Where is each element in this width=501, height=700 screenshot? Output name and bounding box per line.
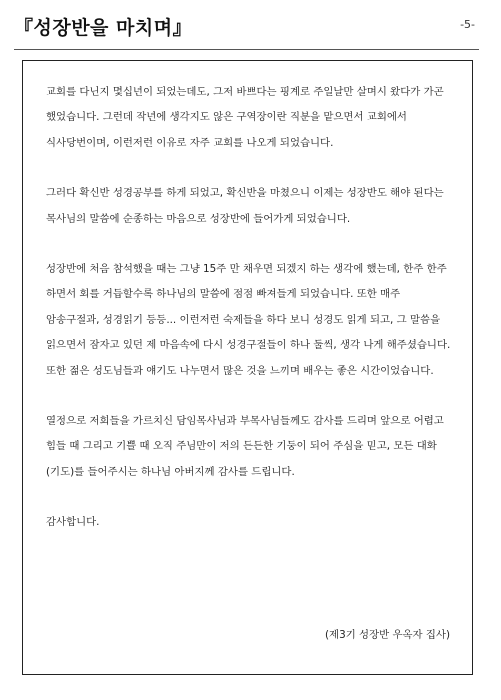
document-title: 『성장반을 마치며』	[14, 17, 193, 39]
paragraph-1: 교회를 다닌지 몇십년이 되었는데도, 그저 바쁘다는 핑계로 주일날만 살며시 왔다가 가곤 했었습니다. 그런데 작년에 생각지도 않은 구역장이란 직분을 맡으면서 교회에서 식사당번이며, 이런저런 이유로 자주 교회를 나오게 되었습니다.	[46, 86, 444, 149]
paragraph-2: 그러다 확신반 성경공부를 하게 되었고, 확신반을 마쳤으니 이제는 성장반도 해야 된다는 목사님의 말씀에 순종하는 마음으로 성장반에 들어가게 되었습니다.	[46, 187, 444, 225]
paragraph-5: 감사합니다.	[46, 516, 100, 529]
page-number: -5-	[460, 18, 475, 31]
paragraph-3: 성장반에 처음 참석했을 때는 그냥 15주 만 채우면 되겠지 하는 생각에 했는데, 한주 한주 하면서 회를 거듭할수록 하나님의 말씀에 점점 빠져들게 되었습니다. 또한 매주 암송구절과, 성경읽기 등등... 이런저런 숙제들을 하다 보니 성경도 읽게 되고, 그 말씀을 읽으면서 잠자고 있던 제 마음속에 다시 성경구절들이 하나 둘씩, 생각 나게 해주셨습니다. 또한 젊은 성도님들과 얘기도 나누면서 많은 것을 느끼며 배우는 좋은 시간이었습니다.	[46, 263, 451, 377]
body-text	[46, 80, 451, 536]
author-signature: (제3기 성장반 우옥자 집사)	[325, 629, 450, 641]
text-frame	[22, 60, 473, 675]
header-divider	[14, 49, 479, 50]
paragraph-4: 열정으로 저희들을 가르치신 담임목사님과 부목사님들께도 감사를 드리며 앞으로 어렵고 힘들 때 그리고 기쁠 때 오직 주님만이 저의 든든한 기둥이 되어 주심을 믿고, 모든 대화(기도)를 들어주시는 하나님 아버지께 감사를 드립니다.	[46, 415, 444, 478]
